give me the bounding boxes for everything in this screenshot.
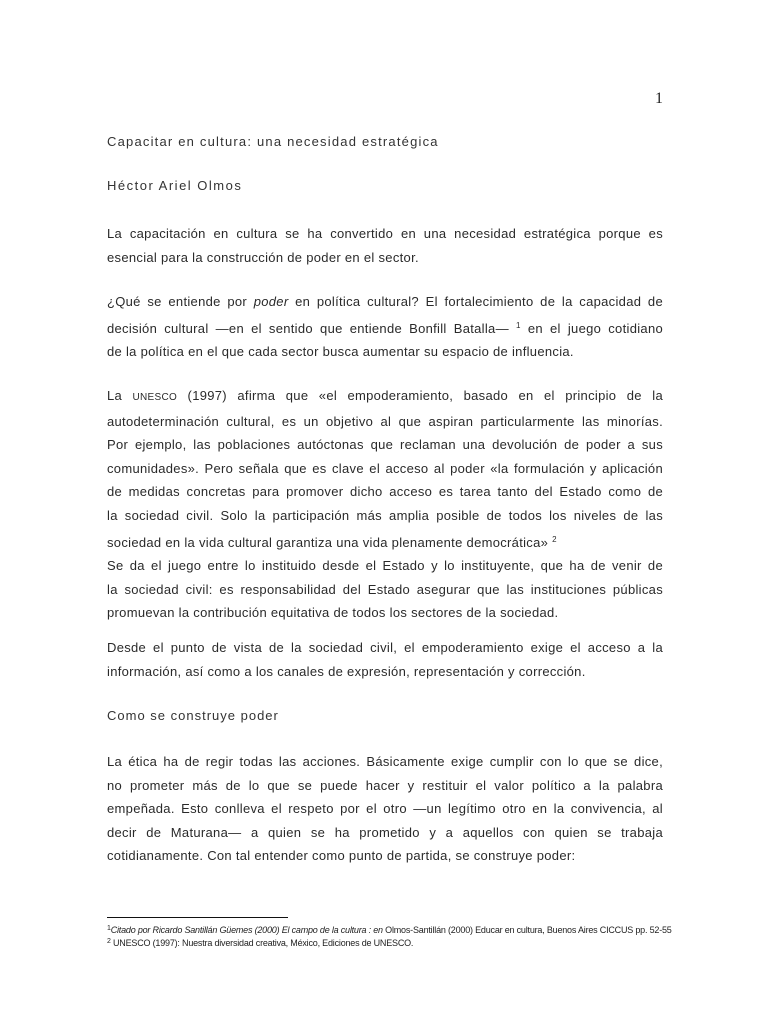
footnote-separator [107, 917, 288, 918]
paragraph-line: no prometer más de lo que se puede hacer y restituir el valor político a la palabra [107, 777, 663, 793]
paragraph-line: La UNESCO (1997) afirma que «el empoderamiento, basado en el principio de la [107, 388, 663, 403]
paragraph-line: esencial para la construcción de poder en el sector. [107, 249, 419, 265]
paragraph-line: La ética ha de regir todas las acciones. Básicamente exige cumplir con lo que se dice, [107, 754, 663, 769]
paragraph-line: cotidianamente. Con tal entender como punto de partida, se construye poder: [107, 848, 576, 864]
paragraph-line: comunidades». Pero señala que es clave el acceso al poder «la formulación y aplicación [107, 460, 663, 476]
paragraph-2 [107, 290, 663, 364]
author-name: Héctor Ariel Olmos [107, 178, 243, 193]
footnote-1: $^1$Citado por Ricardo Santillán Güemes (2000) El campo de la cultura : en Olmos-Santillán (2000) Educar en cultura, Buenos Aires CICCUS pp. 52-55 [107, 925, 672, 935]
page-number: 1 [655, 90, 663, 107]
paragraph-line: sociedad en la vida cultural garantiza una vida plenamente democrática» $^2$ [107, 534, 557, 550]
paragraph-line: Por ejemplo, las poblaciones autóctonas que reclaman una devolución de poder a sus [107, 437, 663, 453]
paragraph-line: la sociedad civil. Solo la participación más amplia posible de todos los niveles de las [107, 507, 663, 523]
paragraph-3 [107, 384, 663, 625]
paragraph-line: ¿Qué se entiende por poder en política cultural? El fortalecimiento de la capacidad de [107, 294, 663, 309]
footnote-ref-2[interactable]: 2 [552, 534, 557, 544]
paragraph-line: la sociedad civil: es responsabilidad del Estado asegurar que las instituciones públicas [107, 581, 663, 597]
paragraph-line: Desde el punto de vista de la sociedad civil, el empoderamiento exige el acceso a la [107, 640, 663, 655]
paragraph-line: La capacitación en cultura se ha convertido en una necesidad estratégica porque es [107, 226, 663, 241]
paragraph-5 [107, 750, 663, 868]
paragraph-line: de la política en el que cada sector busca aumentar su espacio de influencia. [107, 344, 574, 360]
paragraph-line: Se da el juego entre lo instituido desde el Estado y lo instituyente, que ha de venir de [107, 558, 663, 574]
footnote-2: $^2$ UNESCO (1997): Nuestra diversidad creativa, México, Ediciones de UNESCO. [107, 938, 414, 948]
footnote-ref-1[interactable]: 1 [516, 320, 521, 330]
section-heading: Como se construye poder [107, 708, 279, 723]
paragraph-4 [107, 636, 663, 683]
paragraph-line: promuevan la contribución equitativa de todos los sectores de la sociedad. [107, 605, 559, 621]
footnote-mark: 1 [107, 925, 111, 932]
paragraph-1 [107, 222, 663, 269]
paragraph-line: decir de Maturana— a quien se ha prometido y a aquellos con quien se trabaja [107, 824, 663, 840]
document-title: Capacitar en cultura: una necesidad estratégica [107, 134, 439, 149]
emphasis-text: poder [253, 294, 289, 309]
paragraph-line: información, así como a los canales de expresión, representación y corrección. [107, 663, 586, 679]
paragraph-line: empeñada. Esto conlleva el respeto por el otro —un legítimo otro en la convivencia, al [107, 801, 663, 817]
paragraph-line: autodeterminación cultural, es un objetivo al que aspiran particularmente las minorías. [107, 413, 663, 429]
footnote-mark: 2 [107, 938, 111, 945]
unesco-smallcaps: UNESCO [132, 392, 178, 403]
paragraph-line: decisión cultural —en el sentido que entiende Bonfill Batalla— $^1$ en el juego cotidiano [107, 320, 664, 336]
paragraph-line: de medidas concretas para promover dicho acceso es tarea tanto del Estado como de [107, 484, 663, 500]
